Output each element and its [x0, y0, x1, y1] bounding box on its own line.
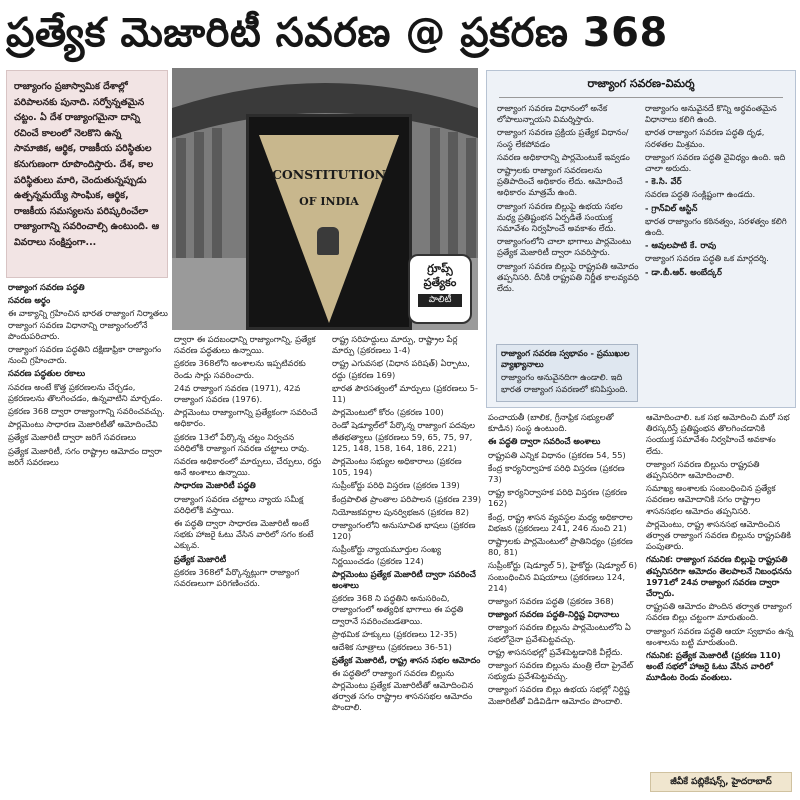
text-paragraph: పంచాయతీ (బాలిక, గ్రీనాఫ్రిక సభ్యులతో కూడిన) సంస్థ ఉంటుంది. — [488, 412, 614, 434]
text-paragraph: రాష్ట్ర ఎగువసభ (విధాన పరిషత్) ఏర్పాటు, రద్దు (ప్రకరణ 169) — [332, 358, 470, 380]
constitution-photo — [172, 68, 478, 330]
text-paragraph: రాష్ట్రాలకు రాజ్యాంగ సవరణలను ప్రతిపాదించే అధికారం లేదు. ఆమోదించే అధికారం మాత్రమే ఉంది. — [497, 165, 623, 198]
text-paragraph: రాజ్యాంగ సవరణ పద్ధతి ఆయా స్వభావం ఉన్న అంశాలను బట్టి మారుతుంది. — [646, 625, 794, 647]
text-paragraph: సవరణ అర్థం — [8, 295, 51, 306]
text-paragraph: సుప్రీంకోర్టు న్యాయమూర్తుల సంఖ్య నిర్ణయించడం (ప్రకరణ 124) — [332, 544, 442, 566]
text-paragraph: రాజ్యాంగ సవరణ పద్ధతి (ప్రకరణ 368) — [488, 596, 614, 607]
text-paragraph: రాష్ట్రపతి ఎన్నిక విధానం (ప్రకరణ 54, 55) — [488, 449, 626, 460]
text-paragraph: ప్రత్యేక మెజారిటీ — [174, 553, 227, 564]
column-c — [332, 334, 482, 794]
text-paragraph: ఈ పద్ధతి ద్వారా సవరించే అంశాలు — [488, 436, 601, 447]
text-paragraph: ఈ పద్ధతి ద్వారా సాధారణ మెజారిటీ అంటే సభకు హాజరై ఓటు వేసిన వారిలో సగం కంటే ఎక్కువ. — [174, 518, 314, 551]
text-paragraph: ఆమోదించాలి. ఒక సభ ఆమోదించి మరో సభ తిరస్కరిస్తే ప్రతిష్టంభన తొలగించడానికి సంయుక్త సమావేశం నిర్వహించే అవకాశం లేదు. — [646, 412, 790, 456]
text-paragraph: కేంద్ర కార్యనిర్వాహక పరిధి విస్తరణ (ప్రకరణ 73) — [488, 462, 625, 485]
text-paragraph: రాజ్యాంగ సవరణ బిల్లుపై ఉభయ సభల మధ్య ప్రతిష్టంభన ఏర్పడితే సంయుక్త సమావేశం నిర్వహించే అవకాశం లేదు. — [497, 200, 623, 234]
text-paragraph: ప్రకరణ 13లో పేర్కొన్న చట్టం నిర్వచన పరిధిలోకి రాజ్యాంగ సవరణ చట్టాలు రావు. — [174, 431, 310, 453]
text-paragraph: రాజ్యాంగ సవరణ ప్రక్రియ ప్రత్యేక విధానం/సంస్థ లేకపోవడం — [497, 127, 629, 149]
column-a — [8, 282, 168, 794]
text-paragraph: భారత రాజ్యాంగం కఠినత్వం, సరళత్వం కలిగి ఉంది. — [645, 215, 787, 238]
text-paragraph: కేంద్ర, రాష్ట్ర శాసన వ్యవస్థల మధ్య అధికారాల విభజన (ప్రకరణలు 241, 246 నుంచి 21) — [488, 511, 633, 533]
text-paragraph: - కె.సి. వేర్ — [645, 176, 682, 187]
text-paragraph: ద్వారా ఈ పదబంధాన్ని రాజ్యాంగాన్ని, ప్రత్యేక సవరణ పద్ధతులు ఉన్నాయి. — [174, 334, 316, 356]
text-paragraph: ప్రత్యేక మెజారిటీ ద్వారా జరిగే సవరణలు — [8, 432, 137, 443]
text-paragraph: 24వ రాజ్యాంగ సవరణ (1971), 42వ రాజ్యాంగ సవరణ (1976). — [174, 382, 301, 405]
text-paragraph: రెండో షెడ్యూల్‌లో పేర్కొన్న రాజ్యాంగ పదవుల జీతభత్యాలు (ప్రకరణలు 59, 65, 75, 97, 125, 148, 158, 164, 186, 221) — [332, 420, 475, 453]
text-paragraph: రాజ్యాంగంలోని చాలా భాగాలు పార్లమెంటు ప్రత్యేక మెజారిటీ ద్వారా సవరిస్తారు. — [497, 236, 632, 258]
badge-line2: ప్రత్యేకం — [423, 276, 457, 289]
headline: ప్రత్యేక మెజారిటీ సవరణ @ ప్రకరణ 368 — [6, 10, 668, 56]
text-paragraph: రాజ్యాంగ సవరణ బిల్లును రాష్ట్రపతి తప్పనిసరిగా ఆమోదించాలి. — [646, 458, 760, 481]
book-title-line1: CONSTITUTION — [271, 167, 387, 182]
badge-line1: గ్రూప్స్ — [427, 262, 453, 275]
publisher-credit: జీవీకే పబ్లికేషన్స్, హైదరాబాద్ — [650, 772, 792, 792]
text-paragraph: రాజ్యాంగ సవరణ స్వభావం - ప్రముఖుల వ్యాఖ్యానాలు — [501, 348, 630, 370]
text-paragraph: సాధారణ మెజారిటీ పద్ధతి — [174, 480, 256, 491]
intro-box: రాజ్యాంగం ప్రజాస్వామిక దేశాల్లో పరిపాలనకు పునాది. సర్వోన్నతమైన చట్టం. ఏ దేశ రాజ్యాంగమైనా దాన్ని రచించే కాలంలో నెలకొని ఉన్న సామాజిక, ఆర్థిక, రాజకీయ పరిస్థితుల కనుగుణంగా రూపొందిస్తారు. దేశ, కాల పరిస్థితులు మారి, చెందుతున్నప్పుడు ఉత్పన్నమయ్యే సాంఘిక, ఆర్థిక, రాజకీయ సమస్యలను పరిష్కరించేలా రాజ్యాంగాన్ని సవరించాల్సి ఉంటుంది. ఆ వివరాలు సంక్షిప్తంగా... — [6, 70, 168, 278]
text-paragraph: ఈ పద్ధతిలో రాజ్యాంగ సవరణ బిల్లును పార్లమెంటు ప్రత్యేక మెజారిటీతో ఆమోదించిన తర్వాత సగం రాష్ట్రాల శాసనసభల ఆమోదం పొందాలి. — [332, 668, 474, 713]
text-paragraph: రాష్ట్రాలకు పార్లమెంటులో ప్రాతినిధ్యం (ప్రకరణ 80, 81) — [488, 536, 633, 558]
text-paragraph: ప్రకరణ 368 ని పద్ధతిని అనుసరించి, రాజ్యాంగంలో అత్యధిక భాగాలు ఈ పద్ధతి ద్వారానే సవరించబడతాయి. — [332, 593, 464, 626]
book-title-line2: OF INDIA — [299, 195, 359, 208]
text-paragraph: రాజ్యాంగం అనువైనదే కొన్ని అర్థవంతమైన విధానాలు కలిగి ఉంది. — [645, 103, 777, 125]
constitution-book — [246, 114, 412, 330]
text-paragraph: ప్రత్యేక మెజారిటీ, సగం రాష్ట్రాల ఆమోదం ద్వారా జరిగే సవరణలు — [8, 445, 162, 467]
text-paragraph: రాష్ట్ర సరిహద్దులు మార్పు, రాష్ట్రాల పేర్ల మార్పు (ప్రకరణలు 1-4) — [332, 334, 458, 356]
column-e — [646, 412, 794, 768]
text-paragraph: నియోజకవర్గాల పునర్విభజన (ప్రకరణ 82) — [332, 506, 469, 517]
text-paragraph: ఆదేశిక సూత్రాలు (ప్రకరణలు 36-51) — [332, 642, 452, 653]
column-d — [488, 412, 640, 794]
text-paragraph: రాష్ట్రపతి ఆమోదం పొందిన తర్వాత రాజ్యాంగ సవరణ బిల్లు చట్టంగా మారుతుంది. — [646, 601, 792, 623]
text-paragraph: - ఆవులపాటి కే. రావు — [645, 240, 717, 251]
text-paragraph: పార్లమెంటు సాధారణ మెజారిటీతో ఆమోదించేవి — [8, 419, 158, 430]
text-paragraph: సుప్రీంకోర్టు (షెడ్యూల్ 5), హైకోర్టు (షెడ్యూల్ 6) సంబంధించిన విషయాలు (ప్రకరణలు 124, 214) — [488, 560, 638, 593]
text-paragraph: రాజ్యాంగంలోని అనుసూచిత భాషలు (ప్రకరణ 120) — [332, 520, 476, 542]
text-paragraph: ప్రకరణ 368 ద్వారా రాజ్యాంగాన్ని సవరించవచ్చు. — [8, 406, 165, 417]
text-paragraph: పార్లమెంటు సభ్యుల అధికారాలు (ప్రకరణ 105, 194) — [332, 456, 462, 478]
column-b — [174, 334, 326, 794]
text-paragraph: సవరణ పద్ధతుల రకాలు — [8, 368, 86, 379]
text-paragraph: రాజ్యాంగ సవరణ పద్ధతి-నిర్దిష్ట విధానాలు — [488, 609, 620, 620]
text-paragraph: ప్రకరణ 368లోని అంశాలను ఇప్పటివరకు రెండు సార్లు సవరించారు. — [174, 358, 306, 380]
text-paragraph: - డా.బీ.ఆర్. అంబేద్కర్ — [645, 266, 722, 277]
nature-subbox — [496, 344, 638, 402]
text-paragraph: రాజ్యాంగ సవరణ బిల్లును పార్లమెంటులోని ఏ సభలోనైనా ప్రవేశపెట్టవచ్చు. — [488, 622, 631, 644]
text-paragraph: పార్లమెంటులో కోరం (ప్రకరణ 100) — [332, 407, 444, 418]
text-paragraph: రాష్ట్ర కార్యనిర్వాహక పరిధి విస్తరణ (ప్రకరణ 162) — [488, 487, 628, 509]
text-paragraph: రాజ్యాంగ సవరణ బిల్లుపై రాష్ట్రపతి ఆమోదం తప్పనిసరి. దీనికి రాష్ట్రపతి నిర్ణీత కాలవ్యవధి లేదు. — [497, 260, 639, 294]
text-paragraph: రాజ్యాంగ సవరణ విధానంలో అనేక లోపాలున్నాయని విమర్శిస్తారు. — [497, 103, 608, 125]
text-paragraph: సవరణ పద్ధతి సంక్లిష్టంగా ఉండదు. — [645, 189, 756, 200]
text-paragraph: రాజ్యాంగ సవరణ పద్ధతి వైవిధ్యం ఉంది. ఇది చాలా అరుదు. — [645, 151, 786, 174]
text-paragraph: గమనిక: ప్రత్యేక మెజారిటీ (ప్రకరణ 110) అంటే సభలో హాజరై ఓటు వేసిన వారిలో మూడింట రెండు వంతులు. — [646, 650, 781, 683]
sidebox-col1 — [497, 103, 639, 373]
text-paragraph: సవరణ అధికారాన్ని పార్లమెంటుకే ఇవ్వడం — [497, 151, 630, 162]
text-paragraph: సుప్రీంకోర్టు పరిధి విస్తరణ (ప్రకరణ 139) — [332, 480, 460, 491]
text-paragraph: ప్రకరణ 368లో పేర్కొన్నట్లుగా రాజ్యాంగ సవరణలుగా పరిగణించరు. — [174, 566, 300, 589]
text-paragraph: సవరణ అధికారంలో మార్పులు, చేర్పులు, రద్దు అనే అంశాలు ఉన్నాయి. — [174, 456, 322, 478]
text-paragraph: ప్రాథమిక హక్కులు (ప్రకరణలు 12-35) — [332, 628, 458, 639]
text-paragraph: పార్లమెంటు రాజ్యాంగాన్ని ప్రత్యేకంగా సవరించే అధికారం. — [174, 407, 318, 429]
sidebox-col2 — [645, 103, 789, 403]
text-paragraph: పార్లమెంటు ప్రత్యేక మెజారిటీ ద్వారా సవరించే అంశాలు — [332, 568, 476, 591]
text-paragraph: రాజ్యాంగ సవరణ పద్ధతి — [8, 282, 85, 292]
text-paragraph: ప్రత్యేక మెజారిటీ, రాష్ట్ర శాసన సభల ఆమోదం — [332, 655, 481, 666]
text-paragraph: కేంద్రపాలిత ప్రాంతాల పరిపాలన (ప్రకరణ 239) — [332, 493, 482, 504]
text-paragraph: రాజ్యాంగం అనువైనదిగా ఉండాలి. ఇది భారత రాజ్యాంగ సవరణలో కనిపిస్తుంది. — [501, 372, 628, 394]
text-paragraph: పార్లమెంటు, రాష్ట్ర శాసనసభ ఆమోదించిన తర్వాత రాజ్యాంగ సవరణ బిల్లును రాష్ట్రపతికి పంపుతారు. — [646, 518, 792, 552]
text-paragraph: గమనిక: రాజ్యాంగ సవరణ బిల్లుపై రాష్ట్రపతి తప్పనిసరిగా ఆమోదం తెలపాలనే నిబంధనను 1971లో 24వ రాజ్యాంగ సవరణ ద్వారా చేర్చారు. — [646, 554, 792, 599]
text-paragraph: రాజ్యాంగ సవరణ చట్టాలు న్యాయ సమీక్ష పరిధిలోకి వస్తాయి. — [174, 493, 304, 515]
text-paragraph: భారత రాజ్యాంగ సవరణ పద్ధతి దృఢ, సరళతల మిశ్రమం. — [645, 127, 765, 149]
emblem-icon — [317, 227, 339, 255]
text-paragraph: సమాఖ్య అంశాలకు సంబంధించిన ప్రత్యేక సవరణల ఆమోదానికి సగం రాష్ట్రాల శాసనసభల ఆమోదం తప్పనిసరి. — [646, 483, 776, 516]
text-paragraph: - గ్రాన్‌విల్ ఆస్టిన్ — [645, 202, 698, 213]
text-paragraph: సవరణ అంటే కొత్త ప్రకరణలను చేర్చడం, ప్రకరణలను తొలగించడం, ఉన్నవాటిని మార్చడం. — [8, 381, 163, 403]
text-paragraph: రాజ్యాంగ సవరణ బిల్లును మంత్రి లేదా ప్రైవేట్ సభ్యుడు ప్రవేశపెట్టవచ్చు. — [488, 660, 634, 682]
text-paragraph: రాజ్యాంగ సవరణ పద్ధతిని దక్షిణాఫ్రికా రాజ్యాంగం నుంచి గ్రహించారు. — [8, 344, 162, 366]
groups-badge — [408, 254, 472, 324]
badge-tag: పాలిటీ — [418, 294, 462, 307]
text-paragraph: రాష్ట్ర శాసనసభల్లో ప్రవేశపెట్టడానికి వీల్లేదు. — [488, 646, 623, 657]
text-paragraph: ఈ వాక్యాన్ని గ్రహించిన భారత రాజ్యాంగ నిర్మాతలు రాజ్యాంగ సవరణ విధానాన్ని రాజ్యాంగంలోనే పొందుపరిచారు. — [8, 308, 168, 341]
text-paragraph: రాజ్యాంగ సవరణ పద్ధతి ఒక మార్గదర్శి. — [645, 253, 769, 264]
sidebox-title: రాజ్యాంగ సవరణ-విమర్శ — [587, 77, 695, 90]
text-paragraph: భారత పౌరసత్వంలో మార్పులు (ప్రకరణలు 5-11) — [332, 382, 479, 405]
text-paragraph: రాజ్యాంగ సవరణ బిల్లు ఉభయ సభల్లో నిర్దిష్ట మెజారిటీతో విడివిడిగా ఆమోదం పొందాలి. — [488, 684, 630, 706]
